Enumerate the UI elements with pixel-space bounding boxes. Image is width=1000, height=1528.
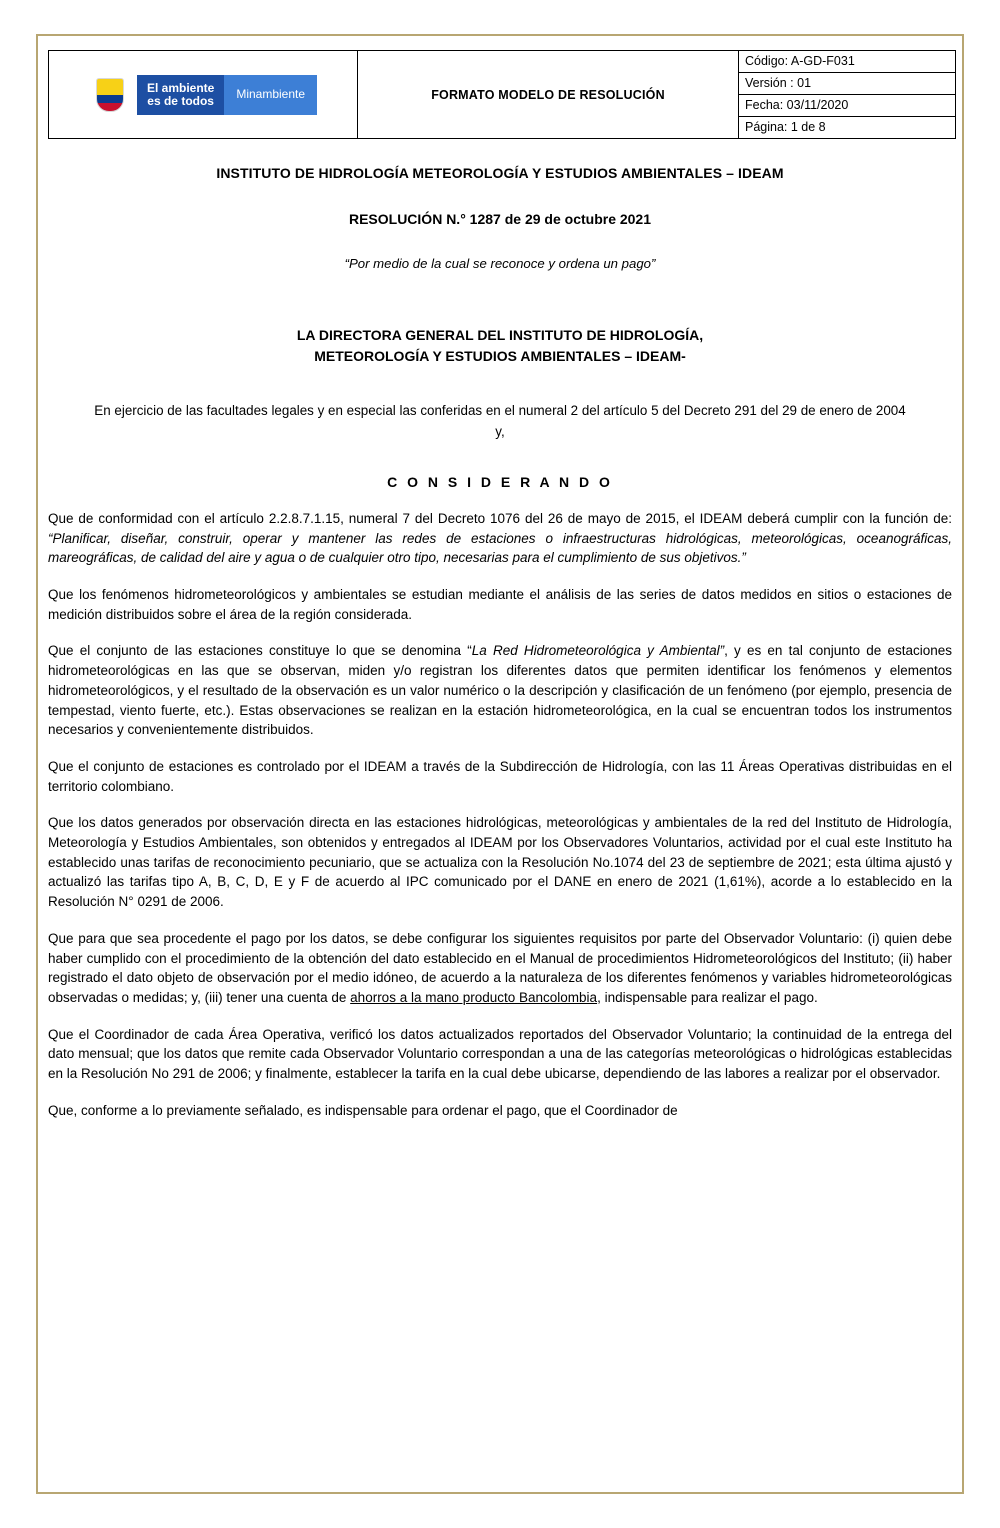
paragraph-p6 <box>48 929 952 1008</box>
header-meta-cell <box>739 51 956 139</box>
paragraph-p3 <box>48 641 952 740</box>
page-content <box>48 50 952 1120</box>
logo-line-1: El ambiente <box>146 80 215 95</box>
paragraph-p1 <box>48 509 952 568</box>
text-run: Que el Coordinador de cada Área Operativa, verificó los datos actualizados reportados del Observador Voluntario; la continuidad de la entrega del dato mensual; que los datos que remite cada Observador Voluntario correspondan a una de las categorías meteorológicas o hidrológicas establecidas en la Resolución No 291 de 2006; y finalmente, establecer la tarifa en la cual debe ubicarse, dependiendo de las labores a realizar por el observador. <box>48 1026 952 1082</box>
text-run: Que para que sea procedente el pago por los datos, se debe configurar los siguientes requisitos por parte del Observador Voluntario: (i) quien debe haber cumplido con el procedimiento de la obtención del dato establecido en el Manual de procedimientos Hidrometeorológicos del Instituto; (ii) haber registrado el dato objeto de observación por el medio idóneo, de acuerdo a la naturaleza de los diferentes fenómenos y variables hidrometeorológicas observadas o medidas; y, (iii) tener una cuenta de <box>48 930 952 1005</box>
y-connector: y, <box>495 424 505 440</box>
document-header-table <box>48 50 956 139</box>
quoted-text: La Red Hidrometeorológica y Ambiental” <box>471 643 725 659</box>
entity-title: INSTITUTO DE HIDROLOGÍA METEOROLOGÍA Y ESTUDIOS AMBIENTALES – IDEAM <box>216 165 784 181</box>
paragraph-p5 <box>48 813 952 912</box>
text-run: Que los fenómenos hidrometeorológicos y ambientales se estudian mediante el análisis de las series de datos medidos en sitios o estaciones de medición distribuidos sobre el área de la región considerada. <box>48 587 952 622</box>
text-run: , y es en tal conjunto de estaciones hidrometeorológicas en las que se observan, miden y/o registran los diferentes datos que permiten identificar los fenómenos y elementos hidrometeorológicos, y el resultado de la observación es un valor numérico o la descripción y clasificación de un fenómeno (por ejemplo, presencia de tempestad, viento fuerte, etc.). Estas observaciones se realizan en la estación hidrometeorológica, en la cual se encuentran todos los instrumentos necesarios y convenientemente distribuidos. <box>48 643 952 738</box>
paragraph-p8 <box>48 1101 952 1121</box>
meta-pagina: Página: 1 de 8 <box>745 120 826 134</box>
text-run: Que, conforme a lo previamente señalado, es indispensable para ordenar el pago, que el Coordinador de <box>48 1102 678 1118</box>
considerando-heading: C O N S I D E R A N D O <box>387 473 613 490</box>
quoted-text: “Planificar, diseñar, construir, operar y mantener las redes de estaciones o infraestructuras hidrológicas, meteorológicas, oceanográficas, mareográficas, de calidad del aire y agua o de cualquier otro tipo, necesarias para el cumplimiento de sus objetivos.” <box>48 530 952 566</box>
considerando-paragraphs <box>48 509 952 1121</box>
meta-codigo: Código: A-GD-F031 <box>739 51 955 73</box>
text-run: Que los datos generados por observación directa en las estaciones hidrológicas, meteorológicas y ambientales de la red del Instituto de Hidrología, Meteorología y Estudios Ambientales, son obtenidos y entregados al IDEAM por los Observadores Voluntarios, actividad por el cual este Instituto ha establecido unas tarifas de reconocimiento pecuniario, que se actualiza con la Resolución No.1074 del 23 de septiembre de 2021; esta última ajustó y actualizó las tarifas tipo A, B, C, D, E y F de acuerdo al IPC comunicado por el DANE en enero de 2021 (1,61%), acorde a lo establecido en la Resolución N° 0291 de 2006. <box>48 815 952 910</box>
el-ambiente-es-de-todos-badge <box>137 75 224 115</box>
facultades-paragraph: En ejercicio de las facultades legales y en especial las conferidas en el numeral 2 del artículo 5 del Decreto 291 del 29 de enero de 2004 <box>94 402 906 418</box>
header-logo-cell <box>49 51 358 139</box>
ministry-label: Minambiente <box>224 75 317 115</box>
paragraph-p2 <box>48 585 952 624</box>
paragraph-p7 <box>48 1025 952 1084</box>
director-line-2: METEOROLOGÍA Y ESTUDIOS AMBIENTALES – IDEAM- <box>314 347 686 364</box>
text-run: , indispensable para realizar el pago. <box>597 989 818 1005</box>
paragraph-p4 <box>48 757 952 796</box>
text-run: Que de conformidad con el artículo 2.2.8.7.1.15, numeral 7 del Decreto 1076 del 26 de mayo de 2015, el IDEAM deberá cumplir con la función de: <box>48 510 952 526</box>
text-run: Que el conjunto de estaciones es controlado por el IDEAM a través de la Subdirección de Hidrología, con las 11 Áreas Operativas distribuidas en el territorio colombiano. <box>48 758 952 794</box>
document-body <box>48 163 952 1120</box>
meta-version: Versión : 01 <box>739 73 955 95</box>
logo-line-2: es de todos <box>147 93 214 108</box>
underlined-text: ahorros a la mano producto Bancolombia <box>350 989 598 1005</box>
resolution-subtitle: “Por medio de la cual se reconoce y ordena un pago” <box>344 255 656 271</box>
director-heading <box>48 325 952 367</box>
minambiente-logo <box>49 57 357 133</box>
format-title-cell: FORMATO MODELO DE RESOLUCIÓN <box>358 51 739 139</box>
text-run: Que el conjunto de las estaciones constituye lo que se denomina “ <box>48 643 472 659</box>
meta-fecha: Fecha: 03/11/2020 <box>739 95 955 117</box>
colombia-flag-shield-icon <box>89 75 131 115</box>
director-line-1: LA DIRECTORA GENERAL DEL INSTITUTO DE HIDROLOGÍA, <box>296 326 704 343</box>
resolution-number: RESOLUCIÓN N.° 1287 de 29 de octubre 2021 <box>348 211 652 228</box>
